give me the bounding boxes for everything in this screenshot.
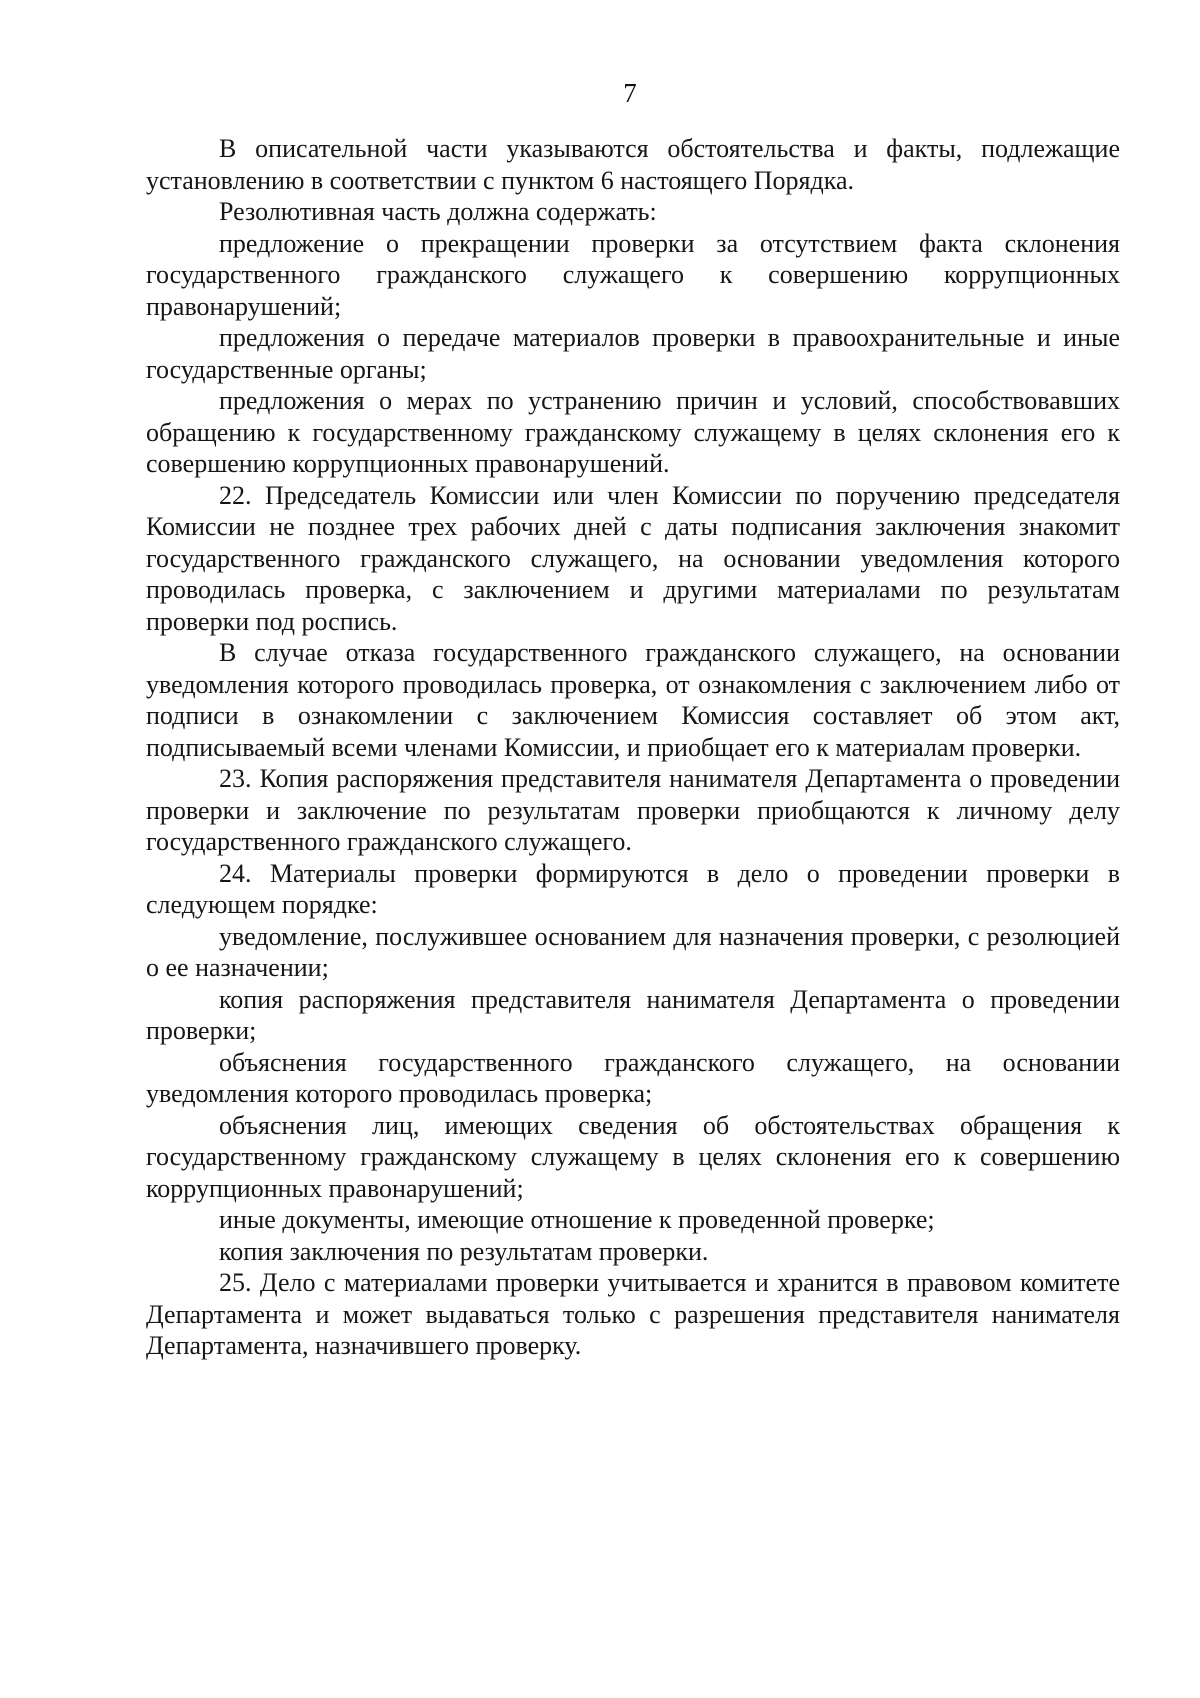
paragraph-resolutive-part-intro: Резолютивная часть должна содержать: [219,197,657,226]
list-item-employee-explanations: объяснения государственного гражданского служащего, на основании уведомления которого проводилась проверка; [146,1047,1120,1108]
list-item-other-documents: иные документы, имеющие отношение к проведенной проверке; [219,1205,935,1234]
list-item-conclusion-copy: копия заключения по результатам проверки. [219,1236,709,1266]
paragraph-item-25: 25. Дело с материалами проверки учитывается и хранится в правовом комитете Департамента и может выдаваться только с разрешения представителя нанимателя Департамента, назначившего проверку. [146,1268,1120,1360]
page-number: 7 [623,78,637,108]
list-item-witness-explanations: объяснения лиц, имеющих сведения об обстоятельствах обращения к государственному гражданскому служащему в целях склонения его к совершению коррупционных правонарушений; [146,1110,1120,1203]
paragraph-descriptive-part: В описательной части указываются обстоятельства и факты, подлежащие установлению в соответствии с пунктом 6 настоящего Порядка. [146,134,1120,195]
paragraph-proposal-termination: предложение о прекращении проверки за отсутствием факта склонения государственного гражданского служащего к совершению коррупционных правонарушений; [146,228,1120,321]
list-item-notification: уведомление, послужившее основанием для назначения проверки, с резолюцией о ее назначении; [146,921,1120,982]
paragraph-refusal-case: В случае отказа государственного гражданского служащего, на основании уведомления которого проводилась проверка, от ознакомления с заключением либо от подписи в ознакомлении с заключением Комиссия составляет об этом акт, подписываемый всеми членами Комиссии, и приобщает его к материалам проверки. [146,638,1120,762]
document-body [146,133,1120,1362]
list-item-order-copy: копия распоряжения представителя нанимателя Департамента о проведении проверки; [146,984,1120,1045]
paragraph-item-22: 22. Председатель Комиссии или член Комиссии по поручению председателя Комиссии не позднее трех рабочих дней с даты подписания заключения знакомит государственного гражданского служащего, на основании уведомления которого проводилась проверка, с заключением и другими материалами по результатам проверки под роспись. [146,480,1120,636]
paragraph-item-23: 23. Копия распоряжения представителя нанимателя Департамента о проведении проверки и заключение по результатам проверки приобщаются к личному делу государственного гражданского служащего. [146,764,1120,856]
paragraph-proposal-transfer: предложения о передаче материалов проверки в правоохранительные и иные государственные органы; [146,323,1120,384]
paragraph-item-24: 24. Материалы проверки формируются в дело о проведении проверки в следующем порядке: [146,858,1120,919]
paragraph-proposal-measures: предложения о мерах по устранению причин и условий, способствовавших обращению к государственному гражданскому служащему в целях склонения его к совершению коррупционных правонарушений. [146,386,1120,478]
